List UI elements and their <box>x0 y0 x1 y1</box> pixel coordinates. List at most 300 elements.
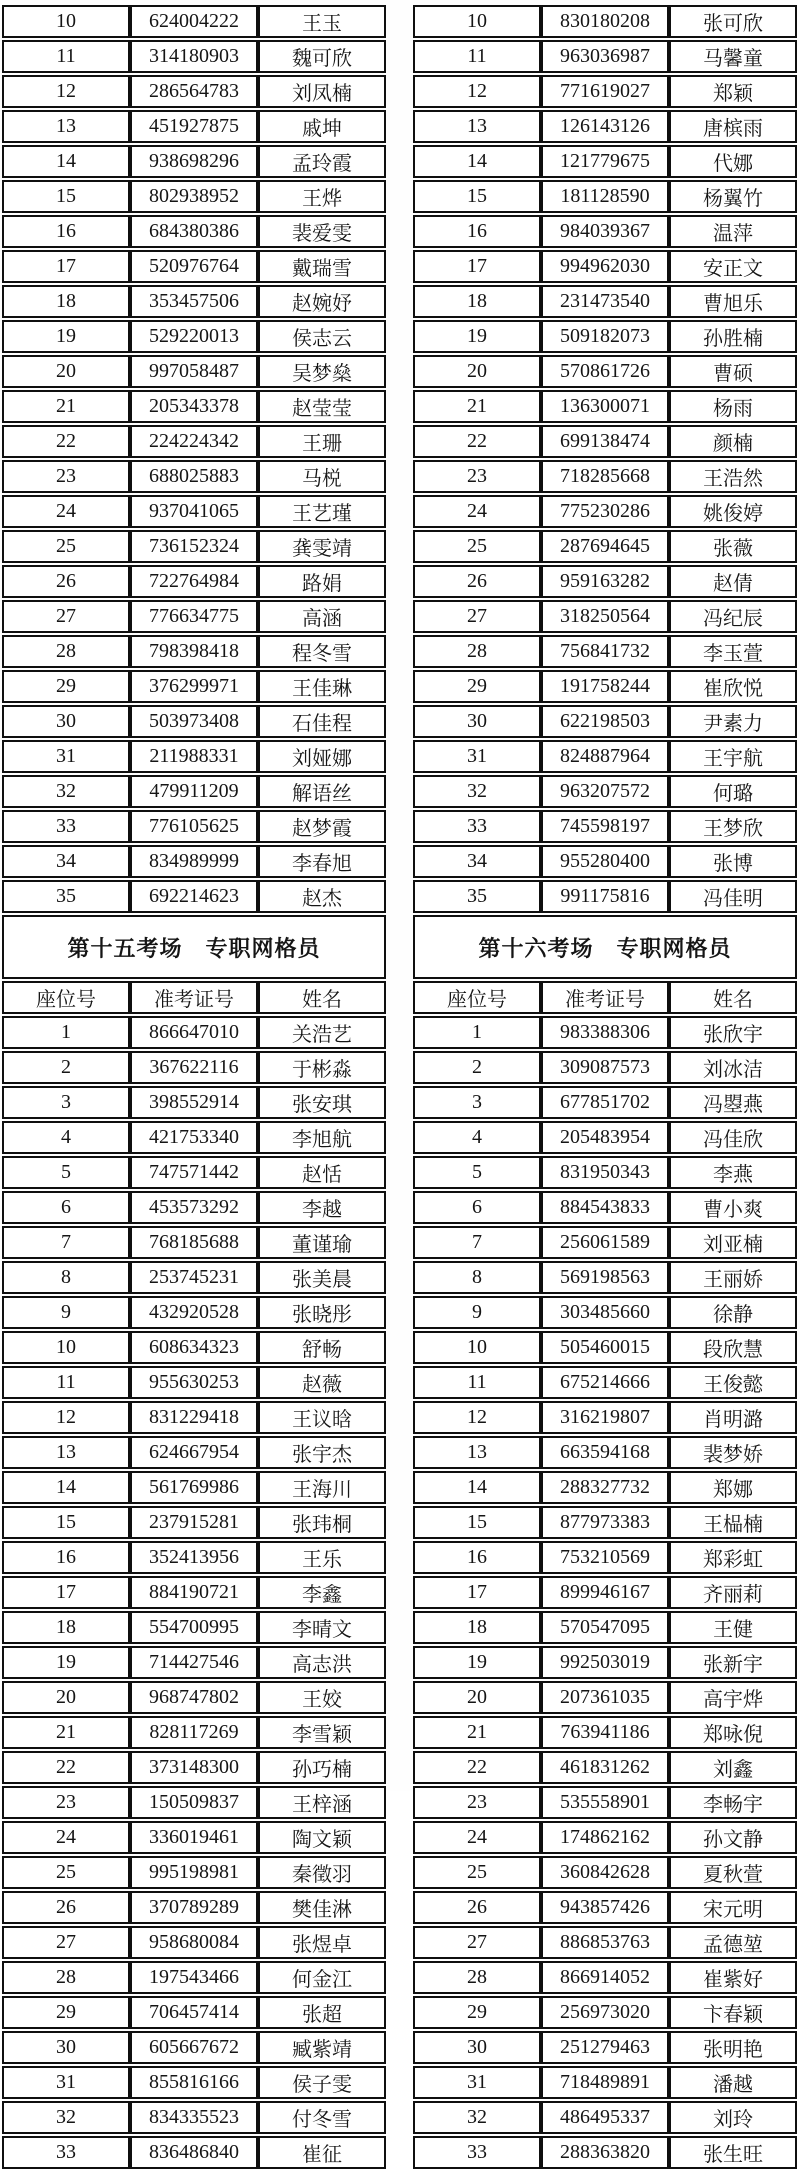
name-cell: 石佳程 <box>258 705 386 738</box>
admission-number-cell: 360842628 <box>541 1856 669 1889</box>
name-cell: 马棁 <box>258 460 386 493</box>
table-row <box>413 705 797 738</box>
admission-number-cell: 126143126 <box>541 110 669 143</box>
seat-number-cell: 33 <box>413 810 541 843</box>
table-row <box>2 2031 386 2064</box>
name-cell: 李越 <box>258 1191 386 1224</box>
admission-number-cell: 997058487 <box>130 355 258 388</box>
name-cell: 高志洪 <box>258 1646 386 1679</box>
table-row <box>413 145 797 178</box>
table-row <box>2 600 386 633</box>
name-cell: 王健 <box>669 1611 797 1644</box>
seat-number-cell: 16 <box>2 215 130 248</box>
name-cell: 高涵 <box>258 600 386 633</box>
table-row <box>413 775 797 808</box>
admission-number-cell: 855816166 <box>130 2066 258 2099</box>
name-cell: 曹旭乐 <box>669 285 797 318</box>
seat-number-cell: 14 <box>2 1471 130 1504</box>
name-cell: 姚俊婷 <box>669 495 797 528</box>
admission-number-cell: 231473540 <box>541 285 669 318</box>
table-row <box>413 110 797 143</box>
admission-number-cell: 136300071 <box>541 390 669 423</box>
admission-number-cell: 756841732 <box>541 635 669 668</box>
admission-number-cell: 663594168 <box>541 1436 669 1469</box>
table-row <box>413 1926 797 1959</box>
table-row <box>413 1051 797 1084</box>
seat-number-cell: 30 <box>2 2031 130 2064</box>
seat-number-cell: 25 <box>2 1856 130 1889</box>
table-row <box>413 1541 797 1574</box>
seat-number-cell: 11 <box>2 1366 130 1399</box>
column-header-seat-number: 座位号 <box>2 981 130 1014</box>
table-row <box>2 1961 386 1994</box>
admission-number-cell: 706457414 <box>130 1996 258 2029</box>
seat-number-cell: 16 <box>413 1541 541 1574</box>
admission-number-cell: 367622116 <box>130 1051 258 1084</box>
seat-number-cell: 15 <box>2 1506 130 1539</box>
name-cell: 赵倩 <box>669 565 797 598</box>
admission-number-cell: 318250564 <box>541 600 669 633</box>
seat-number-cell: 33 <box>413 2136 541 2169</box>
admission-number-cell: 288327732 <box>541 1471 669 1504</box>
name-cell: 张新宇 <box>669 1646 797 1679</box>
name-cell: 李畅宇 <box>669 1786 797 1819</box>
table-row <box>413 1191 797 1224</box>
seat-number-cell: 22 <box>413 1751 541 1784</box>
table-row <box>413 250 797 283</box>
admission-number-cell: 995198981 <box>130 1856 258 1889</box>
table-row <box>413 1681 797 1714</box>
seat-number-cell: 17 <box>413 1576 541 1609</box>
table-row <box>2 1156 386 1189</box>
name-cell: 刘鑫 <box>669 1751 797 1784</box>
name-cell: 张明艳 <box>669 2031 797 2064</box>
admission-number-cell: 529220013 <box>130 320 258 353</box>
roster-column-header-row <box>413 981 797 1014</box>
name-cell: 王梓涵 <box>258 1786 386 1819</box>
name-cell: 冯曌燕 <box>669 1086 797 1119</box>
seat-number-cell: 31 <box>2 740 130 773</box>
admission-number-cell: 373148300 <box>130 1751 258 1784</box>
table-row <box>413 1086 797 1119</box>
table-row <box>413 1366 797 1399</box>
table-row <box>413 1331 797 1364</box>
admission-number-cell: 624667954 <box>130 1436 258 1469</box>
name-cell: 何璐 <box>669 775 797 808</box>
name-cell: 臧紫靖 <box>258 2031 386 2064</box>
name-cell: 王俊懿 <box>669 1366 797 1399</box>
admission-number-cell: 722764984 <box>130 565 258 598</box>
table-row <box>413 2136 797 2169</box>
table-row <box>2 40 386 73</box>
seat-number-cell: 21 <box>413 390 541 423</box>
table-row <box>413 740 797 773</box>
table-row <box>413 1226 797 1259</box>
name-cell: 侯子雯 <box>258 2066 386 2099</box>
table-row <box>413 425 797 458</box>
name-cell: 杨雨 <box>669 390 797 423</box>
admission-number-cell: 398552914 <box>130 1086 258 1119</box>
name-cell: 王浩然 <box>669 460 797 493</box>
name-cell: 戚坤 <box>258 110 386 143</box>
table-row <box>413 1961 797 1994</box>
name-cell: 李鑫 <box>258 1576 386 1609</box>
seat-number-cell: 2 <box>413 1051 541 1084</box>
seat-number-cell: 1 <box>413 1016 541 1049</box>
name-cell: 路娟 <box>258 565 386 598</box>
seat-number-cell: 33 <box>2 810 130 843</box>
admission-number-cell: 963207572 <box>541 775 669 808</box>
table-row <box>413 530 797 563</box>
table-row <box>413 1891 797 1924</box>
admission-number-cell: 959163282 <box>541 565 669 598</box>
admission-number-cell: 352413956 <box>130 1541 258 1574</box>
name-cell: 关浩艺 <box>258 1016 386 1049</box>
table-row <box>2 1506 386 1539</box>
admission-number-cell: 191758244 <box>541 670 669 703</box>
name-cell: 宋元明 <box>669 1891 797 1924</box>
table-row <box>2 635 386 668</box>
seat-number-cell: 7 <box>2 1226 130 1259</box>
name-cell: 刘凤楠 <box>258 75 386 108</box>
table-row <box>413 390 797 423</box>
name-cell: 冯佳明 <box>669 880 797 913</box>
admission-number-cell: 570547095 <box>541 1611 669 1644</box>
seat-number-cell: 19 <box>413 1646 541 1679</box>
name-cell: 解语丝 <box>258 775 386 808</box>
table-row <box>2 1436 386 1469</box>
exam-room-15-roster-table <box>2 3 386 2171</box>
seat-number-cell: 3 <box>413 1086 541 1119</box>
admission-number-cell: 237915281 <box>130 1506 258 1539</box>
table-row <box>413 320 797 353</box>
seat-number-cell: 24 <box>2 495 130 528</box>
admission-number-cell: 288363820 <box>541 2136 669 2169</box>
admission-number-cell: 314180903 <box>130 40 258 73</box>
table-row <box>2 565 386 598</box>
admission-number-cell: 256061589 <box>541 1226 669 1259</box>
seat-number-cell: 29 <box>413 670 541 703</box>
name-cell: 孙文静 <box>669 1821 797 1854</box>
table-row <box>2 1751 386 1784</box>
name-cell: 段欣慧 <box>669 1331 797 1364</box>
table-row <box>413 1751 797 1784</box>
admission-number-cell: 955630253 <box>130 1366 258 1399</box>
admission-number-cell: 486495337 <box>541 2101 669 2134</box>
admission-number-cell: 461831262 <box>541 1751 669 1784</box>
name-cell: 崔紫好 <box>669 1961 797 1994</box>
seat-number-cell: 32 <box>413 2101 541 2134</box>
name-cell: 张宇杰 <box>258 1436 386 1469</box>
name-cell: 潘越 <box>669 2066 797 2099</box>
table-row <box>413 1401 797 1434</box>
admission-number-cell: 688025883 <box>130 460 258 493</box>
name-cell: 王议晗 <box>258 1401 386 1434</box>
table-row <box>2 1401 386 1434</box>
seat-number-cell: 20 <box>2 355 130 388</box>
table-row <box>2 2101 386 2134</box>
seat-number-cell: 16 <box>413 215 541 248</box>
name-cell: 安正文 <box>669 250 797 283</box>
seat-number-cell: 27 <box>2 600 130 633</box>
admission-number-cell: 836486840 <box>130 2136 258 2169</box>
exam-room-16-roster-table <box>413 3 797 2171</box>
name-cell: 龚雯靖 <box>258 530 386 563</box>
seat-number-cell: 21 <box>2 390 130 423</box>
table-row <box>2 810 386 843</box>
table-row <box>2 670 386 703</box>
admission-number-cell: 991175816 <box>541 880 669 913</box>
admission-number-cell: 824887964 <box>541 740 669 773</box>
table-row <box>2 845 386 878</box>
admission-number-cell: 692214623 <box>130 880 258 913</box>
admission-number-cell: 958680084 <box>130 1926 258 1959</box>
name-cell: 张煜卓 <box>258 1926 386 1959</box>
admission-number-cell: 303485660 <box>541 1296 669 1329</box>
name-cell: 曹硕 <box>669 355 797 388</box>
admission-number-cell: 798398418 <box>130 635 258 668</box>
name-cell: 张晓彤 <box>258 1296 386 1329</box>
table-row <box>413 1156 797 1189</box>
admission-number-cell: 309087573 <box>541 1051 669 1084</box>
admission-number-cell: 771619027 <box>541 75 669 108</box>
seat-number-cell: 11 <box>413 40 541 73</box>
table-row <box>2 1086 386 1119</box>
section-title-row <box>413 915 797 979</box>
seat-number-cell: 10 <box>2 1331 130 1364</box>
seat-number-cell: 20 <box>413 1681 541 1714</box>
name-cell: 唐槟雨 <box>669 110 797 143</box>
table-row <box>2 1926 386 1959</box>
column-header-name: 姓名 <box>258 981 386 1014</box>
name-cell: 裴爱雯 <box>258 215 386 248</box>
table-row <box>413 670 797 703</box>
table-row <box>413 215 797 248</box>
admission-number-cell: 570861726 <box>541 355 669 388</box>
name-cell: 张博 <box>669 845 797 878</box>
admission-number-cell: 509182073 <box>541 320 669 353</box>
seat-number-cell: 10 <box>2 5 130 38</box>
table-row <box>413 1471 797 1504</box>
admission-number-cell: 834989999 <box>130 845 258 878</box>
admission-number-cell: 205483954 <box>541 1121 669 1154</box>
seat-number-cell: 32 <box>2 2101 130 2134</box>
admission-number-cell: 251279463 <box>541 2031 669 2064</box>
table-row <box>2 1016 386 1049</box>
table-row <box>2 775 386 808</box>
admission-number-cell: 622198503 <box>541 705 669 738</box>
admission-number-cell: 256973020 <box>541 1996 669 2029</box>
name-cell: 张玮桐 <box>258 1506 386 1539</box>
name-cell: 高宇烨 <box>669 1681 797 1714</box>
seat-number-cell: 33 <box>2 2136 130 2169</box>
table-row <box>2 110 386 143</box>
seat-number-cell: 11 <box>2 40 130 73</box>
admission-number-cell: 745598197 <box>541 810 669 843</box>
admission-number-cell: 677851702 <box>541 1086 669 1119</box>
name-cell: 张安琪 <box>258 1086 386 1119</box>
table-row <box>413 1821 797 1854</box>
column-header-name: 姓名 <box>669 981 797 1014</box>
seat-number-cell: 8 <box>2 1261 130 1294</box>
admission-number-cell: 181128590 <box>541 180 669 213</box>
seat-number-cell: 27 <box>413 1926 541 1959</box>
table-row <box>2 530 386 563</box>
name-cell: 侯志云 <box>258 320 386 353</box>
seat-number-cell: 10 <box>413 5 541 38</box>
seat-number-cell: 30 <box>413 2031 541 2064</box>
seat-number-cell: 5 <box>413 1156 541 1189</box>
seat-number-cell: 25 <box>2 530 130 563</box>
admission-number-cell: 968747802 <box>130 1681 258 1714</box>
table-row <box>2 1226 386 1259</box>
seat-number-cell: 13 <box>413 110 541 143</box>
seat-number-cell: 12 <box>2 75 130 108</box>
seat-number-cell: 20 <box>2 1681 130 1714</box>
name-cell: 徐静 <box>669 1296 797 1329</box>
seat-number-cell: 29 <box>413 1996 541 2029</box>
admission-number-cell: 505460015 <box>541 1331 669 1364</box>
seat-number-cell: 24 <box>413 1821 541 1854</box>
admission-number-cell: 768185688 <box>130 1226 258 1259</box>
name-cell: 张生旺 <box>669 2136 797 2169</box>
section-header-block <box>2 915 386 1014</box>
admission-number-cell: 174862162 <box>541 1821 669 1854</box>
admission-number-cell: 121779675 <box>541 145 669 178</box>
name-cell: 舒畅 <box>258 1331 386 1364</box>
seat-number-cell: 18 <box>413 1611 541 1644</box>
name-cell: 刘玲 <box>669 2101 797 2134</box>
seat-number-cell: 28 <box>2 1961 130 1994</box>
table-row <box>2 705 386 738</box>
admission-number-cell: 714427546 <box>130 1646 258 1679</box>
previous-room-continuation-rows <box>2 5 386 913</box>
admission-number-cell: 834335523 <box>130 2101 258 2134</box>
admission-number-cell: 886853763 <box>541 1926 669 1959</box>
admission-number-cell: 353457506 <box>130 285 258 318</box>
seat-number-cell: 19 <box>2 1646 130 1679</box>
seat-number-cell: 31 <box>413 740 541 773</box>
name-cell: 王海川 <box>258 1471 386 1504</box>
admission-number-cell: 287694645 <box>541 530 669 563</box>
admission-number-cell: 554700995 <box>130 1611 258 1644</box>
admission-number-cell: 421753340 <box>130 1121 258 1154</box>
admission-number-cell: 336019461 <box>130 1821 258 1854</box>
table-row <box>2 880 386 913</box>
admission-number-cell: 992503019 <box>541 1646 669 1679</box>
seat-number-cell: 30 <box>413 705 541 738</box>
seat-number-cell: 14 <box>413 145 541 178</box>
seat-number-cell: 7 <box>413 1226 541 1259</box>
table-row <box>2 1576 386 1609</box>
table-row <box>413 565 797 598</box>
name-cell: 王宇航 <box>669 740 797 773</box>
seat-number-cell: 12 <box>413 75 541 108</box>
table-row <box>413 1121 797 1154</box>
admission-number-cell: 775230286 <box>541 495 669 528</box>
admission-number-cell: 866914052 <box>541 1961 669 1994</box>
admission-number-cell: 286564783 <box>130 75 258 108</box>
column-header-admission-number: 准考证号 <box>541 981 669 1014</box>
roster-column-header-row <box>2 981 386 1014</box>
seat-number-cell: 18 <box>2 285 130 318</box>
table-row <box>2 1191 386 1224</box>
name-cell: 何金江 <box>258 1961 386 1994</box>
admission-number-cell: 831229418 <box>130 1401 258 1434</box>
seat-number-cell: 17 <box>2 250 130 283</box>
name-cell: 王珊 <box>258 425 386 458</box>
seat-number-cell: 15 <box>2 180 130 213</box>
seat-number-cell: 5 <box>2 1156 130 1189</box>
table-row <box>2 75 386 108</box>
admission-number-cell: 451927875 <box>130 110 258 143</box>
seat-number-cell: 6 <box>2 1191 130 1224</box>
seat-number-cell: 22 <box>413 425 541 458</box>
name-cell: 李玉萱 <box>669 635 797 668</box>
name-cell: 齐丽莉 <box>669 1576 797 1609</box>
seat-number-cell: 18 <box>2 1611 130 1644</box>
table-row <box>2 1121 386 1154</box>
seat-number-cell: 35 <box>2 880 130 913</box>
seat-number-cell: 34 <box>413 845 541 878</box>
name-cell: 王艺瑾 <box>258 495 386 528</box>
name-cell: 曹小爽 <box>669 1191 797 1224</box>
table-row <box>413 2101 797 2134</box>
seat-number-cell: 9 <box>413 1296 541 1329</box>
table-row <box>2 180 386 213</box>
table-row <box>2 1681 386 1714</box>
name-cell: 秦徵羽 <box>258 1856 386 1889</box>
admission-number-cell: 831950343 <box>541 1156 669 1189</box>
admission-number-cell: 776634775 <box>130 600 258 633</box>
seat-number-cell: 12 <box>2 1401 130 1434</box>
name-cell: 王烨 <box>258 180 386 213</box>
table-row <box>413 1996 797 2029</box>
seat-number-cell: 12 <box>413 1401 541 1434</box>
admission-number-cell: 432920528 <box>130 1296 258 1329</box>
seat-number-cell: 32 <box>413 775 541 808</box>
name-cell: 刘娅娜 <box>258 740 386 773</box>
seat-number-cell: 24 <box>413 495 541 528</box>
admission-number-cell: 205343378 <box>130 390 258 423</box>
seat-number-cell: 25 <box>413 1856 541 1889</box>
seat-number-cell: 23 <box>413 1786 541 1819</box>
seat-number-cell: 13 <box>2 110 130 143</box>
name-cell: 赵杰 <box>258 880 386 913</box>
table-row <box>413 1506 797 1539</box>
admission-number-cell: 316219807 <box>541 1401 669 1434</box>
admission-number-cell: 866647010 <box>130 1016 258 1049</box>
name-cell: 崔欣悦 <box>669 670 797 703</box>
seat-number-cell: 21 <box>2 1716 130 1749</box>
seat-number-cell: 22 <box>2 1751 130 1784</box>
column-header-seat-number: 座位号 <box>413 981 541 1014</box>
table-row <box>2 495 386 528</box>
admission-number-cell: 884543833 <box>541 1191 669 1224</box>
seat-number-cell: 28 <box>413 635 541 668</box>
table-row <box>2 1996 386 2029</box>
admission-number-cell: 884190721 <box>130 1576 258 1609</box>
name-cell: 赵莹莹 <box>258 390 386 423</box>
table-row <box>2 320 386 353</box>
admission-number-cell: 776105625 <box>130 810 258 843</box>
seat-number-cell: 8 <box>413 1261 541 1294</box>
admission-number-cell: 520976764 <box>130 250 258 283</box>
admission-number-cell: 983388306 <box>541 1016 669 1049</box>
admission-number-cell: 938698296 <box>130 145 258 178</box>
admission-number-cell: 955280400 <box>541 845 669 878</box>
admission-number-cell: 479911209 <box>130 775 258 808</box>
